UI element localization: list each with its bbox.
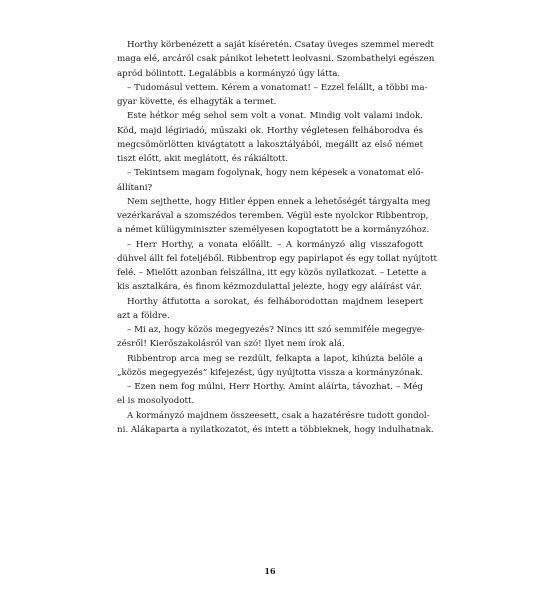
text-line: azt a földre. <box>117 310 170 321</box>
text-line: maga elé, arcáról csak pánikot lehetett leolvasni. Szombathelyi egészen <box>117 54 435 65</box>
text-line: Köd, majd légiriadó, műszaki ok. Horthy végletesen felháborodva és <box>117 125 423 136</box>
body-text <box>117 38 437 437</box>
text-line: Ribbentrop arca meg se rezdült, felkapta a lapot, kihúzta belőle a <box>127 353 423 364</box>
page-number: 16 <box>264 566 276 576</box>
text-line: Este hétkor még sehol sem volt a vonat. Mindig volt valami indok. <box>127 111 423 122</box>
text-line: dühvel állt fel foteljéből. Ribbentrop egy papírlapot és egy tollat nyújtott <box>117 253 437 264</box>
text-line: – Mi az, hogy közös megegyezés? Nincs itt szó semmiféle megegye- <box>127 325 425 335</box>
text-line: el is mosolyodott. <box>117 396 195 407</box>
text-line: Horthy körbenézett a saját kíséretén. Csatay üveges szemmel meredt <box>127 40 434 50</box>
text-line: felé. – Mielőtt azonban felszállna, itt egy közös nyilatkozat. – Letette a <box>117 268 427 278</box>
text-line: – Tekintsem magam fogolynak, hogy nem képesek a vonatomat elő- <box>127 168 424 179</box>
text-line: kis asztalkára, és finom kézmozdulattal jelezte, hogy egy aláírást vár. <box>117 282 422 293</box>
text-line: a német külügyminiszter személyesen kopogtatott be a kormányzóhoz. <box>117 225 430 236</box>
text-line: A kormányzó majdnem összeesett, csak a hazatérésre tudott gondol- <box>127 410 430 421</box>
text-line: Nem sejthette, hogy Hitler éppen ennek a lehetőségét tárgyalta meg <box>127 196 431 207</box>
text-line: „közös megegyezés” kifejezést, úgy nyújtotta vissza a kormányzónak. <box>117 367 424 378</box>
text-line: – Herr Horthy, a vonata előállt. – A kormányzó alig visszafogott <box>127 239 423 250</box>
text-line: vezérkarával a szomszédos teremben. Végül este nyolckor Ribbentrop, <box>117 211 429 221</box>
text-line: gyar követte, és elhagyták a termet. <box>117 97 277 107</box>
text-line: zésről! Kierőszakolásról van szó! Ilyet nem írok alá. <box>117 339 345 350</box>
text-line: – Tudomásul vettem. Kérem a vonatomat! – Ezzel felállt, a többi ma- <box>127 82 428 93</box>
text-line: – Ezen nem fog múlni, Herr Horthy. Amint aláírta, távozhat. – Még <box>127 382 423 392</box>
text-line: megcsömörlötten kivágtatott a lakosztályából, megállt az első német <box>117 139 423 150</box>
text-line: Horthy átfutotta a sorokat, és felháborodottan majdnem lesepert <box>127 296 423 307</box>
text-line: tiszt előtt, akit meglátott, és rákiáltott. <box>117 154 288 164</box>
text-line: ni. Alákaparta a nyilatkozatot, és intett a többieknek, hogy indulhatnak. <box>117 424 434 435</box>
text-line: állítani? <box>117 182 153 193</box>
text-line: apród bólintott. Legalábbis a kormányzó úgy látta. <box>117 68 341 79</box>
